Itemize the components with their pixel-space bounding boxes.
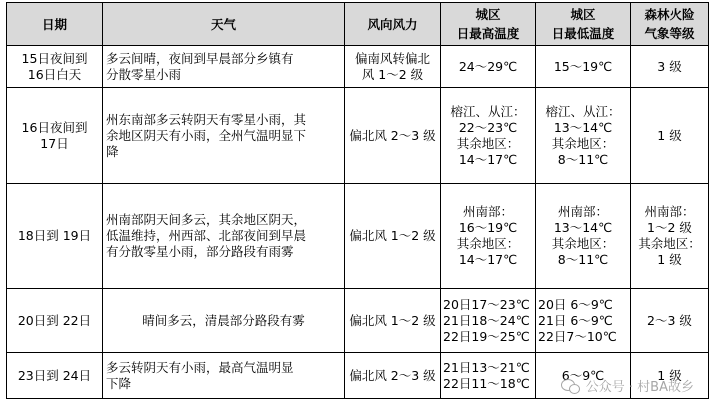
- header-max-temp-line: 城区: [475, 7, 501, 22]
- wind-cell: [345, 184, 441, 289]
- header-fire-rating-line: 森林火险: [644, 7, 695, 22]
- weather-cell-text: 州东南部多云转阴天有零星小雨，其: [106, 111, 307, 127]
- date-cell-text: 16日夜间到: [21, 119, 88, 135]
- table-row: [7, 46, 709, 88]
- min-temp-cell-text: 15～19℃: [553, 58, 613, 74]
- fire-rating-cell-text: 3 级: [657, 58, 682, 74]
- max-temp-cell: [441, 88, 536, 184]
- header-row: [7, 3, 709, 46]
- max-temp-cell-text: 21日18～24℃: [443, 312, 530, 328]
- max-temp-cell-text: 20日17～23℃: [443, 296, 530, 312]
- max-temp-cell-text: 21日13～21℃: [443, 359, 530, 375]
- header-max-temp: [441, 3, 536, 46]
- date-cell-text: 20日到 22日: [17, 312, 92, 328]
- fire-rating-cell: [631, 46, 709, 88]
- table-row: [7, 88, 709, 184]
- max-temp-cell-text: 14～17℃: [458, 151, 518, 167]
- date-cell-text: 18日到 19日: [17, 228, 92, 243]
- header-min-temp-line: 日最低温度: [551, 26, 615, 41]
- header-wind-line: 风向风力: [367, 16, 418, 32]
- min-temp-cell-text: 榕江、从江：: [545, 103, 621, 119]
- header-min-temp: [536, 3, 631, 46]
- min-temp-cell: [536, 353, 631, 399]
- min-temp-cell-text: 其余地区：: [551, 236, 615, 251]
- wind-cell-text: 偏北风 2～3 级: [349, 367, 436, 383]
- weather-cell: [103, 88, 345, 184]
- forecast-table: [6, 2, 709, 399]
- weather-cell-text: 有分散零星小雨，部分路段有雨雾: [106, 244, 294, 259]
- weather-cell-text: 余地区阴天有小雨，全州气温明显下: [106, 127, 307, 143]
- date-cell: [7, 353, 103, 399]
- date-cell-text: 23日到 24日: [17, 367, 92, 383]
- fire-rating-cell-text: 2～3 级: [647, 312, 692, 328]
- min-temp-cell-text: 州南部：: [557, 204, 608, 219]
- max-temp-cell: [441, 46, 536, 88]
- min-temp-cell: [536, 46, 631, 88]
- max-temp-cell-text: 其余地区：: [456, 236, 520, 251]
- date-cell-text: 16日白天: [27, 66, 82, 82]
- min-temp-cell-text: 6～9℃: [561, 367, 605, 383]
- header-wind: [345, 3, 441, 46]
- table-body: [7, 46, 709, 399]
- wind-cell: [345, 46, 441, 88]
- weather-cell-text: 下降: [106, 375, 132, 391]
- weather-cell: [103, 46, 345, 88]
- max-temp-cell-text: 14～17℃: [458, 252, 518, 267]
- wind-cell: [345, 88, 441, 184]
- fire-rating-cell: [631, 184, 709, 289]
- max-temp-cell-text: 22日11～18℃: [443, 375, 530, 391]
- min-temp-cell-text: 其余地区：: [551, 135, 615, 151]
- weather-cell: [103, 289, 345, 353]
- header-max-temp-line: 日最高温度: [456, 26, 520, 41]
- fire-rating-cell-text: 1 级: [657, 127, 682, 143]
- max-temp-cell-text: 榕江、从江：: [450, 103, 526, 119]
- header-fire-rating: [631, 3, 709, 46]
- date-cell-text: 15日夜间到: [21, 50, 88, 66]
- min-temp-cell-text: 20日 6～9℃: [538, 296, 613, 312]
- fire-rating-cell: [631, 289, 709, 353]
- max-temp-cell-text: 州南部：: [462, 204, 513, 219]
- wind-cell-text: 偏北风 1～2 级: [349, 312, 436, 328]
- weather-cell-text: 晴间多云，清晨部分路段有雾: [142, 312, 305, 328]
- max-temp-cell-text: 16～19℃: [458, 220, 518, 235]
- table-row: [7, 184, 709, 289]
- fire-rating-cell: [631, 88, 709, 184]
- min-temp-cell-text: 21日 6～9℃: [538, 312, 613, 328]
- min-temp-cell: [536, 88, 631, 184]
- weather-cell: [103, 184, 345, 289]
- header-date: [7, 3, 103, 46]
- fire-rating-cell-text: 州南部：: [644, 204, 695, 219]
- wind-cell: [345, 353, 441, 399]
- fire-rating-cell: [631, 353, 709, 399]
- max-temp-cell-text: 24～29℃: [458, 58, 518, 74]
- header-fire-rating-line: 气象等级: [644, 26, 695, 41]
- table-row: [7, 289, 709, 353]
- min-temp-cell-text: 8～11℃: [557, 252, 609, 267]
- weather-cell-text: 低温维持，州西部、北部夜间到早晨: [106, 228, 307, 243]
- weather-cell-text: 州南部阴天间多云，其余地区阴天，: [106, 212, 307, 227]
- fire-rating-cell-text: 1 级: [657, 252, 682, 267]
- header-date-line: 日期: [41, 16, 67, 32]
- date-cell: [7, 184, 103, 289]
- wind-cell-text: 风 1～2 级: [361, 66, 424, 82]
- date-cell: [7, 88, 103, 184]
- weather-cell-text: 分散零星小雨: [106, 66, 182, 82]
- header-weather: [103, 3, 345, 46]
- min-temp-cell-text: 8～11℃: [557, 151, 609, 167]
- weather-cell-text: 多云间晴，夜间到早晨部分乡镇有: [106, 50, 294, 66]
- forecast-table-wrapper: [6, 2, 709, 399]
- wind-cell: [345, 289, 441, 353]
- watermark-text: 公众号 · 村BA故乡: [585, 380, 694, 395]
- max-temp-cell: [441, 289, 536, 353]
- date-cell-text: 17日: [40, 135, 69, 151]
- max-temp-cell-text: 22日19～25℃: [443, 328, 530, 344]
- min-temp-cell-text: 22日7～10℃: [538, 328, 617, 344]
- max-temp-cell: [441, 184, 536, 289]
- date-cell: [7, 46, 103, 88]
- weather-cell-text: 降: [106, 143, 119, 159]
- wind-cell-text: 偏北风 1～2 级: [349, 228, 436, 243]
- max-temp-cell-text: 22～23℃: [458, 119, 518, 135]
- weather-cell-text: 多云转阴天有小雨，最高气温明显: [106, 359, 294, 375]
- fire-rating-cell-text: 其余地区：: [638, 236, 701, 251]
- min-temp-cell-text: 13～14℃: [553, 220, 613, 235]
- max-temp-cell: [441, 353, 536, 399]
- header-weather-line: 天气: [210, 16, 236, 32]
- header-min-temp-line: 城区: [570, 7, 596, 22]
- date-cell: [7, 289, 103, 353]
- min-temp-cell-text: 13～14℃: [553, 119, 613, 135]
- min-temp-cell: [536, 184, 631, 289]
- weather-cell: [103, 353, 345, 399]
- fire-rating-cell-text: 1～2 级: [647, 220, 692, 235]
- max-temp-cell-text: 其余地区：: [456, 135, 520, 151]
- fire-rating-cell-text: 1 级: [657, 367, 682, 383]
- table-row: [7, 353, 709, 399]
- wind-cell-text: 偏南风转偏北: [354, 50, 430, 66]
- wind-cell-text: 偏北风 2～3 级: [349, 127, 436, 143]
- min-temp-cell: [536, 289, 631, 353]
